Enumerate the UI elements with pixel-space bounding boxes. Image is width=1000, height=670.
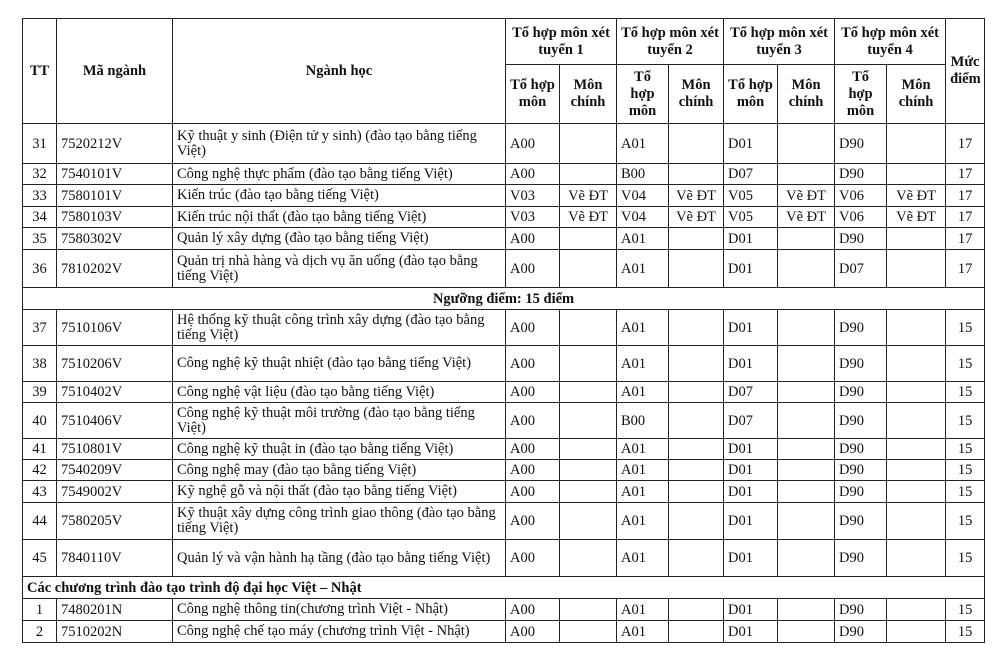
score-cell: 15 [946,346,985,382]
main-subject-1-cell [560,228,617,250]
main-subject-1-cell [560,460,617,481]
major-code-cell: 7510801V [57,439,173,460]
row-number-cell: 41 [23,439,57,460]
row-number-cell: 40 [23,403,57,439]
combo-2-cell: A01 [617,346,669,382]
combo-3-cell: D01 [724,460,778,481]
main-subject-3-cell [778,621,835,643]
section-title: Ngưỡng điểm: 15 điểm [23,288,985,310]
main-subject-2-cell [669,503,724,540]
table-row [23,460,985,481]
combo-1-cell: A00 [506,403,560,439]
row-number-cell: 36 [23,250,57,288]
main-subject-2-cell [669,228,724,250]
major-name-cell: Kiến trúc nội thất (đào tạo bằng tiếng Việt) [173,207,506,228]
major-code-cell: 7540209V [57,460,173,481]
table-row [23,346,985,382]
main-subject-4-cell [887,621,946,643]
major-code-cell: 7580302V [57,228,173,250]
main-subject-3-cell [778,540,835,577]
main-subject-1-cell [560,621,617,643]
table-row [23,124,985,164]
major-name-cell: Công nghệ thực phẩm (đào tạo bằng tiếng Việt) [173,164,506,185]
main-subject-4-cell: Vẽ ĐT [887,185,946,207]
main-subject-4-cell [887,503,946,540]
major-code-cell: 7549002V [57,481,173,503]
major-code-cell: 7510106V [57,310,173,346]
main-subject-4-cell [887,250,946,288]
row-number-cell: 2 [23,621,57,643]
combo-1-cell: A00 [506,310,560,346]
major-code-cell: 7540101V [57,164,173,185]
main-subject-1-cell [560,250,617,288]
section-row [23,288,985,310]
table-row [23,228,985,250]
main-subject-3-cell: Vẽ ĐT [778,185,835,207]
combo-4-cell: D90 [835,460,887,481]
table-row [23,250,985,288]
table-row [23,310,985,346]
major-code-cell: 7840110V [57,540,173,577]
combo-3-cell: D01 [724,599,778,621]
combo-2-cell: A01 [617,382,669,403]
combo-1-cell: A00 [506,228,560,250]
main-subject-1-cell [560,439,617,460]
combo-4-cell: D90 [835,439,887,460]
row-number-cell: 37 [23,310,57,346]
score-cell: 17 [946,207,985,228]
row-number-cell: 38 [23,346,57,382]
score-cell: 15 [946,599,985,621]
score-cell: 17 [946,250,985,288]
combo-3-cell: D01 [724,621,778,643]
main-subject-3-cell [778,228,835,250]
main-subject-3-cell [778,439,835,460]
combo-2-cell: A01 [617,481,669,503]
combo-2-cell: A01 [617,503,669,540]
subheader-mon-chinh-2: Môn chính [669,65,724,124]
major-code-cell: 7810202V [57,250,173,288]
main-subject-1-cell [560,503,617,540]
main-subject-4-cell [887,403,946,439]
main-subject-1-cell: Vẽ ĐT [560,207,617,228]
main-subject-1-cell [560,310,617,346]
table-row [23,164,985,185]
subheader-to-hop-1: Tổ hợp môn [506,65,560,124]
combo-4-cell: D90 [835,228,887,250]
subheader-to-hop-2: Tổ hợp môn [617,65,669,124]
table-row [23,185,985,207]
main-subject-1-cell [560,124,617,164]
main-subject-1-cell [560,346,617,382]
main-subject-1-cell [560,481,617,503]
combo-1-cell: V03 [506,207,560,228]
combo-3-cell: D01 [724,310,778,346]
row-number-cell: 39 [23,382,57,403]
subheader-mon-chinh-4: Môn chính [887,65,946,124]
score-cell: 15 [946,503,985,540]
main-subject-2-cell [669,164,724,185]
main-subject-3-cell [778,481,835,503]
combo-3-cell: D01 [724,439,778,460]
combo-2-cell: A01 [617,250,669,288]
combo-4-cell: D90 [835,310,887,346]
main-subject-3-cell [778,503,835,540]
combo-2-cell: A01 [617,460,669,481]
major-code-cell: 7580205V [57,503,173,540]
header-major-name: Ngành học [173,19,506,124]
main-subject-3-cell [778,599,835,621]
combo-2-cell: A01 [617,540,669,577]
combo-1-cell: A00 [506,621,560,643]
score-cell: 15 [946,540,985,577]
major-name-cell: Công nghệ kỹ thuật nhiệt (đào tạo bằng tiếng Việt) [173,346,506,382]
combo-1-cell: A00 [506,599,560,621]
combo-3-cell: D01 [724,124,778,164]
major-name-cell: Công nghệ vật liệu (đào tạo bằng tiếng Việt) [173,382,506,403]
combo-2-cell: A01 [617,124,669,164]
major-name-cell: Hệ thống kỹ thuật công trình xây dựng (đào tạo bằng tiếng Việt) [173,310,506,346]
major-name-cell: Kỹ thuật y sinh (Điện tử y sinh) (đào tạo bằng tiếng Việt) [173,124,506,164]
admission-score-table [22,18,985,643]
main-subject-1-cell [560,540,617,577]
major-name-cell: Quản lý xây dựng (đào tạo bằng tiếng Việt) [173,228,506,250]
combo-2-cell: A01 [617,599,669,621]
combo-4-cell: D90 [835,124,887,164]
combo-4-cell: D90 [835,599,887,621]
major-code-cell: 7510402V [57,382,173,403]
row-number-cell: 43 [23,481,57,503]
table-row [23,503,985,540]
score-cell: 15 [946,310,985,346]
header-group-4: Tổ hợp môn xét tuyển 4 [835,19,946,65]
combo-1-cell: A00 [506,439,560,460]
combo-3-cell: V05 [724,185,778,207]
main-subject-2-cell [669,250,724,288]
score-cell: 17 [946,228,985,250]
admission-score-sheet [22,18,985,643]
row-number-cell: 42 [23,460,57,481]
main-subject-3-cell [778,310,835,346]
header-major-code: Mã ngành [57,19,173,124]
combo-4-cell: D90 [835,503,887,540]
combo-3-cell: V05 [724,207,778,228]
combo-4-cell: D90 [835,621,887,643]
main-subject-3-cell [778,164,835,185]
combo-2-cell: V04 [617,185,669,207]
main-subject-2-cell [669,124,724,164]
combo-4-cell: D90 [835,164,887,185]
main-subject-4-cell [887,310,946,346]
combo-1-cell: A00 [506,250,560,288]
combo-1-cell: A00 [506,124,560,164]
header-tt: TT [23,19,57,124]
major-code-cell: 7580101V [57,185,173,207]
combo-2-cell: B00 [617,164,669,185]
combo-1-cell: A00 [506,346,560,382]
main-subject-2-cell [669,621,724,643]
combo-4-cell: V06 [835,207,887,228]
combo-3-cell: D07 [724,382,778,403]
table-row [23,382,985,403]
score-cell: 15 [946,460,985,481]
major-name-cell: Công nghệ chế tạo máy (chương trình Việt - Nhật) [173,621,506,643]
subheader-to-hop-3: Tổ hợp môn [724,65,778,124]
main-subject-2-cell: Vẽ ĐT [669,207,724,228]
table-body [23,124,985,643]
subheader-mon-chinh-3: Môn chính [778,65,835,124]
major-code-cell: 7580103V [57,207,173,228]
header-group-3: Tổ hợp môn xét tuyển 3 [724,19,835,65]
table-row [23,207,985,228]
major-name-cell: Kỹ nghệ gỗ và nội thất (đào tạo bằng tiếng Việt) [173,481,506,503]
score-cell: 15 [946,481,985,503]
score-cell: 15 [946,439,985,460]
combo-3-cell: D07 [724,403,778,439]
combo-1-cell: A00 [506,503,560,540]
main-subject-4-cell [887,460,946,481]
combo-4-cell: D90 [835,346,887,382]
combo-2-cell: A01 [617,228,669,250]
main-subject-2-cell [669,599,724,621]
section-title: Các chương trình đào tạo trình độ đại học Việt – Nhật [23,577,985,599]
combo-3-cell: D01 [724,503,778,540]
combo-4-cell: D90 [835,403,887,439]
combo-2-cell: A01 [617,310,669,346]
header-group-2: Tổ hợp môn xét tuyển 2 [617,19,724,65]
major-name-cell: Công nghệ kỹ thuật môi trường (đào tạo bằng tiếng Việt) [173,403,506,439]
main-subject-4-cell [887,164,946,185]
header-group-1: Tổ hợp môn xét tuyển 1 [506,19,617,65]
combo-3-cell: D01 [724,481,778,503]
combo-2-cell: B00 [617,403,669,439]
main-subject-2-cell: Vẽ ĐT [669,185,724,207]
major-code-cell: 7520212V [57,124,173,164]
main-subject-1-cell [560,403,617,439]
main-subject-4-cell [887,124,946,164]
combo-2-cell: A01 [617,621,669,643]
row-number-cell: 31 [23,124,57,164]
main-subject-4-cell [887,439,946,460]
major-code-cell: 7510202N [57,621,173,643]
row-number-cell: 32 [23,164,57,185]
combo-1-cell: V03 [506,185,560,207]
main-subject-4-cell [887,382,946,403]
row-number-cell: 44 [23,503,57,540]
main-subject-4-cell: Vẽ ĐT [887,207,946,228]
major-code-cell: 7510206V [57,346,173,382]
main-subject-4-cell [887,540,946,577]
main-subject-4-cell [887,599,946,621]
main-subject-2-cell [669,439,724,460]
main-subject-2-cell [669,346,724,382]
major-name-cell: Quản lý và vận hành hạ tầng (đào tạo bằng tiếng Việt) [173,540,506,577]
major-name-cell: Kỹ thuật xây dựng công trình giao thông (đào tạo bằng tiếng Việt) [173,503,506,540]
main-subject-3-cell [778,382,835,403]
score-cell: 17 [946,185,985,207]
main-subject-2-cell [669,382,724,403]
main-subject-3-cell [778,403,835,439]
major-name-cell: Kiến trúc (đào tạo bằng tiếng Việt) [173,185,506,207]
main-subject-4-cell [887,228,946,250]
row-number-cell: 1 [23,599,57,621]
main-subject-3-cell [778,460,835,481]
row-number-cell: 45 [23,540,57,577]
combo-2-cell: A01 [617,439,669,460]
header-row-1 [23,19,985,65]
table-row [23,540,985,577]
table-row [23,439,985,460]
major-name-cell: Quản trị nhà hàng và dịch vụ ăn uống (đào tạo bằng tiếng Việt) [173,250,506,288]
score-cell: 17 [946,124,985,164]
main-subject-2-cell [669,460,724,481]
main-subject-3-cell [778,250,835,288]
combo-3-cell: D07 [724,164,778,185]
major-name-cell: Công nghệ may (đào tạo bằng tiếng Việt) [173,460,506,481]
table-row [23,621,985,643]
combo-1-cell: A00 [506,382,560,403]
main-subject-1-cell: Vẽ ĐT [560,185,617,207]
row-number-cell: 33 [23,185,57,207]
major-code-cell: 7480201N [57,599,173,621]
major-code-cell: 7510406V [57,403,173,439]
combo-4-cell: D90 [835,481,887,503]
main-subject-2-cell [669,481,724,503]
main-subject-3-cell [778,346,835,382]
main-subject-3-cell [778,124,835,164]
subheader-mon-chinh-1: Môn chính [560,65,617,124]
main-subject-1-cell [560,164,617,185]
row-number-cell: 35 [23,228,57,250]
combo-3-cell: D01 [724,346,778,382]
main-subject-1-cell [560,382,617,403]
subheader-to-hop-4: Tổ hợp môn [835,65,887,124]
combo-1-cell: A00 [506,481,560,503]
score-cell: 15 [946,621,985,643]
table-row [23,403,985,439]
main-subject-2-cell [669,403,724,439]
row-number-cell: 34 [23,207,57,228]
score-cell: 15 [946,382,985,403]
section-row [23,577,985,599]
main-subject-2-cell [669,540,724,577]
main-subject-4-cell [887,346,946,382]
combo-3-cell: D01 [724,540,778,577]
main-subject-3-cell: Vẽ ĐT [778,207,835,228]
combo-4-cell: V06 [835,185,887,207]
combo-1-cell: A00 [506,164,560,185]
table-row [23,599,985,621]
table-row [23,481,985,503]
combo-4-cell: D90 [835,540,887,577]
combo-3-cell: D01 [724,228,778,250]
score-cell: 17 [946,164,985,185]
combo-2-cell: V04 [617,207,669,228]
combo-3-cell: D01 [724,250,778,288]
combo-1-cell: A00 [506,540,560,577]
combo-1-cell: A00 [506,460,560,481]
main-subject-4-cell [887,481,946,503]
major-name-cell: Công nghệ kỹ thuật in (đào tạo bằng tiếng Việt) [173,439,506,460]
combo-4-cell: D07 [835,250,887,288]
score-cell: 15 [946,403,985,439]
combo-4-cell: D90 [835,382,887,403]
major-name-cell: Công nghệ thông tin(chương trình Việt - Nhật) [173,599,506,621]
header-score: Mức điểm [946,19,985,124]
main-subject-1-cell [560,599,617,621]
main-subject-2-cell [669,310,724,346]
